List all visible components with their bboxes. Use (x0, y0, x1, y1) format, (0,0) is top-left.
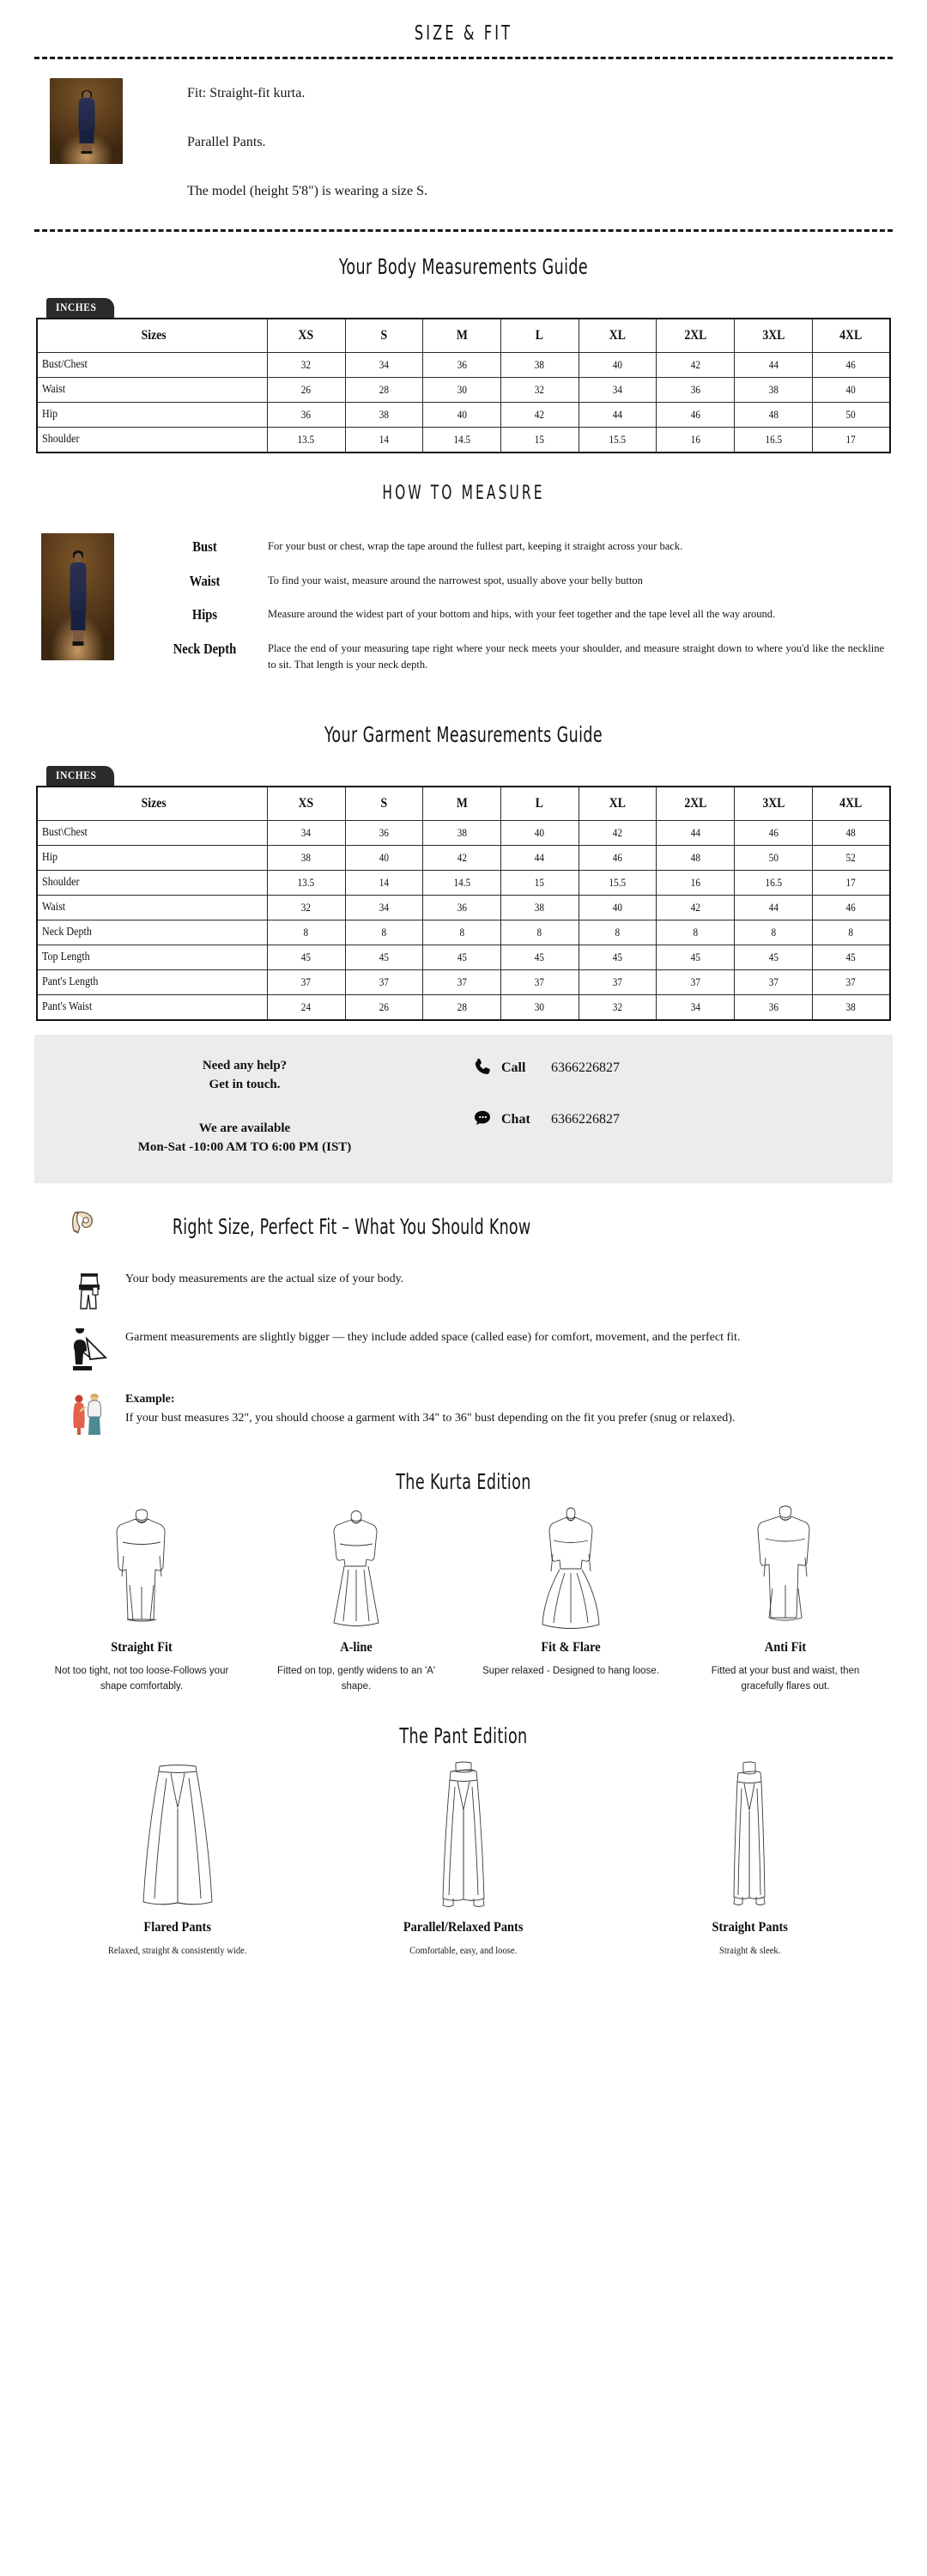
kurta-card-fit-and-flare (464, 1503, 678, 1695)
anti-fit-kurta-illustration (685, 1503, 886, 1631)
pant-title: Straight Pants (712, 1920, 788, 1935)
right-size-heading-row (34, 1183, 893, 1256)
cell: 52 (818, 845, 885, 870)
col-header-sizes: Sizes (53, 319, 251, 353)
cell: 40 (428, 403, 495, 428)
cell: 34 (350, 353, 417, 378)
cell: 40 (506, 820, 573, 845)
col-header-l: L (506, 787, 573, 821)
kurta-edition-grid (34, 1503, 893, 1695)
cell: 46 (662, 403, 729, 428)
table-row (37, 845, 890, 870)
kurta-description: Super relaxed - Designed to hang loose. (482, 1665, 659, 1676)
cell: 37 (350, 969, 417, 994)
table-row (37, 945, 890, 969)
col-header-m: M (428, 787, 495, 821)
body-guide-heading: Your Body Measurements Guide (338, 254, 589, 280)
cell: 42 (428, 845, 495, 870)
cell: 13.5 (273, 428, 340, 453)
measuring-tape-roll-icon (65, 1206, 103, 1248)
availability-line-1: We are available (198, 1121, 291, 1136)
cell: 44 (662, 820, 729, 845)
contact-number: 6366226827 (551, 1060, 620, 1075)
cell: 8 (506, 920, 573, 945)
col-header-s: S (350, 319, 417, 353)
cell: 40 (585, 353, 651, 378)
phone-icon (472, 1057, 494, 1079)
pant-description: Relaxed, straight & consistently wide. (107, 1946, 247, 1957)
cell: 34 (585, 378, 651, 403)
col-header-xs: XS (273, 787, 340, 821)
body-measurements-table-wrap (34, 298, 893, 453)
cell: 8 (662, 920, 729, 945)
cell: 42 (662, 353, 729, 378)
need-help-line-1: Need any help? (202, 1058, 288, 1072)
row-label: Hip (37, 403, 235, 428)
cell: 16 (662, 428, 729, 453)
measure-item-bust (155, 538, 893, 556)
table-row (37, 870, 890, 895)
cell: 38 (506, 895, 573, 920)
measure-term: Bust (192, 538, 217, 556)
tip-text-example (113, 1390, 893, 1429)
cell: 30 (428, 378, 495, 403)
kurta-title: Straight Fit (111, 1639, 173, 1655)
cell: 50 (818, 403, 885, 428)
measure-description: For your bust or chest, wrap the tape around the fullest part, keeping it straight across your back. (268, 540, 683, 553)
table-row (37, 994, 890, 1020)
tip-text: Your body measurements are the actual size of your body. (125, 1272, 404, 1285)
col-header-2xl: 2XL (662, 787, 729, 821)
measure-term: Neck Depth (173, 641, 237, 658)
pant-edition-heading: The Pant Edition (399, 1723, 528, 1749)
table-row (37, 403, 890, 428)
cell: 36 (273, 403, 340, 428)
cell: 14 (350, 870, 417, 895)
table-row (37, 353, 890, 378)
col-header-xl: XL (585, 319, 651, 353)
straight-fit-kurta-illustration (41, 1503, 242, 1631)
cell: 24 (273, 994, 340, 1020)
table-row (37, 895, 890, 920)
col-header-m: M (428, 319, 495, 353)
cell: 32 (273, 353, 340, 378)
cell: 28 (350, 378, 417, 403)
cell: 48 (740, 403, 807, 428)
cell: 48 (662, 845, 729, 870)
cell: 37 (818, 969, 885, 994)
cell: 45 (818, 945, 885, 969)
cell: 36 (428, 353, 495, 378)
cell: 45 (273, 945, 340, 969)
cell: 8 (585, 920, 651, 945)
cell: 26 (350, 994, 417, 1020)
kurta-card-anti-fit (678, 1503, 893, 1695)
kurta-description: Fitted at your bust and waist, then gracefully flares out. (711, 1665, 860, 1692)
cell: 38 (273, 845, 340, 870)
cell: 46 (585, 845, 651, 870)
cell: 8 (740, 920, 807, 945)
cell: 37 (428, 969, 495, 994)
tip-body-measurements (34, 1256, 893, 1315)
how-to-measure-heading: HOW TO MEASURE (382, 483, 545, 505)
contact-number: 6366226827 (551, 1111, 620, 1127)
contact-label: Call (501, 1060, 526, 1075)
body-measurements-table (36, 318, 891, 453)
measure-rows (114, 533, 893, 690)
body-measurements-body (37, 353, 890, 453)
cell: 8 (428, 920, 495, 945)
cell: 45 (506, 945, 573, 969)
pant-edition-grid (34, 1757, 893, 1959)
cell: 37 (585, 969, 651, 994)
cell: 16.5 (740, 428, 807, 453)
tip-garment-ease (34, 1315, 893, 1376)
row-label: Pant's Waist (37, 994, 235, 1020)
row-label: Waist (37, 378, 235, 403)
example-label: Example: (125, 1392, 175, 1406)
row-label: Shoulder (37, 870, 235, 895)
pant-title: Flared Pants (143, 1920, 211, 1935)
kurta-title: A-line (340, 1639, 373, 1655)
cell: 40 (585, 895, 651, 920)
tape-around-waist-icon (65, 1270, 113, 1315)
unit-tab-inches-garment: INCHES (46, 766, 114, 786)
intro-block (34, 59, 893, 222)
row-label: Bust\Chest (37, 820, 235, 845)
col-header-xs: XS (273, 319, 340, 353)
cell: 46 (818, 895, 885, 920)
contact-label: Chat (501, 1111, 530, 1127)
measure-term: Hips (191, 606, 218, 623)
pant-description: Comfortable, easy, and loose. (409, 1946, 518, 1957)
cell: 44 (740, 353, 807, 378)
cell: 36 (662, 378, 729, 403)
cell: 37 (273, 969, 340, 994)
tip-text: Garment measurements are slightly bigger — they include added space (called ease) for comfort, movement, and the perfect fit. (125, 1330, 741, 1344)
cell: 17 (818, 428, 885, 453)
intro-line-fit: Fit: Straight-fit kurta. (187, 86, 306, 100)
cell: 38 (506, 353, 573, 378)
kurta-card-a-line (249, 1503, 464, 1695)
intro-line-model: The model (height 5'8") is wearing a size S. (187, 183, 428, 198)
cell: 8 (350, 920, 417, 945)
model-photo-measure (41, 533, 114, 660)
cell: 16.5 (740, 870, 807, 895)
col-header-4xl: 4XL (818, 787, 885, 821)
kurta-edition-heading: The Kurta Edition (396, 1468, 531, 1494)
kurta-title: Fit & Flare (541, 1639, 601, 1655)
cell: 44 (585, 403, 651, 428)
cell: 40 (350, 845, 417, 870)
cell: 15.5 (585, 870, 651, 895)
row-label: Shoulder (37, 428, 235, 453)
garment-measurements-body (37, 820, 890, 1020)
cell: 32 (506, 378, 573, 403)
col-header-l: L (506, 319, 573, 353)
fit-and-flare-kurta-illustration (470, 1503, 671, 1631)
intro-line-pants: Parallel Pants. (187, 134, 266, 149)
right-size-heading: Right Size, Perfect Fit – What You Should Know (172, 1213, 531, 1239)
example-body: If your bust measures 32", you should choose a garment with 34" to 36" bust depending on the fit you prefer (snug or relaxed). (125, 1412, 736, 1425)
pant-card-flared (34, 1757, 320, 1959)
parallel-relaxed-pants-illustration (327, 1757, 599, 1911)
pant-card-parallel-relaxed (320, 1757, 606, 1959)
table-row (37, 428, 890, 453)
measure-term: Waist (189, 572, 221, 589)
cell: 14 (350, 428, 417, 453)
availability-line-2: Mon-Sat -10:00 AM TO 6:00 PM (IST) (137, 1140, 352, 1155)
cell: 34 (273, 820, 340, 845)
help-contacts (455, 1057, 893, 1157)
cell: 38 (428, 820, 495, 845)
cell: 32 (273, 895, 340, 920)
table-header-row (37, 319, 890, 353)
cell: 44 (740, 895, 807, 920)
cell: 38 (740, 378, 807, 403)
cell: 8 (273, 920, 340, 945)
col-header-2xl: 2XL (662, 319, 729, 353)
cell: 17 (818, 870, 885, 895)
cell: 42 (585, 820, 651, 845)
cell: 45 (350, 945, 417, 969)
need-help-line-2: Get in touch. (209, 1077, 281, 1091)
tip-example (34, 1376, 893, 1440)
cell: 34 (662, 994, 729, 1020)
model-photo-intro (50, 78, 123, 164)
flared-pants-illustration (41, 1757, 313, 1911)
cell: 34 (350, 895, 417, 920)
table-row (37, 378, 890, 403)
unit-tab-inches-body: INCHES (46, 298, 114, 318)
cell: 45 (585, 945, 651, 969)
a-line-kurta-illustration (256, 1503, 457, 1631)
cell: 38 (350, 403, 417, 428)
cell: 8 (818, 920, 885, 945)
row-label: Top Length (37, 945, 235, 969)
cell: 14.5 (428, 870, 495, 895)
garment-measurements-table (36, 786, 891, 1021)
cell: 40 (818, 378, 885, 403)
cell: 45 (740, 945, 807, 969)
cell: 36 (350, 820, 417, 845)
cell: 15.5 (585, 428, 651, 453)
table-header-row (37, 787, 890, 821)
cell: 42 (662, 895, 729, 920)
measure-description: Place the end of your measuring tape right where your neck meets your shoulder, and measure straight down to where you'd like the neckline to sit. That length is your neck depth. (268, 642, 884, 671)
col-header-3xl: 3XL (740, 319, 807, 353)
cell: 37 (506, 969, 573, 994)
cell: 45 (662, 945, 729, 969)
kurta-card-straight-fit (34, 1503, 249, 1695)
row-label: Hip (37, 845, 235, 870)
cell: 42 (506, 403, 573, 428)
pant-title: Parallel/Relaxed Pants (403, 1920, 524, 1935)
col-header-4xl: 4XL (818, 319, 885, 353)
row-label: Waist (37, 895, 235, 920)
cell: 48 (818, 820, 885, 845)
pant-description: Straight & sleek. (718, 1946, 781, 1957)
table-row (37, 969, 890, 994)
kurta-description: Not too tight, not too loose-Follows your shape comfortably. (54, 1665, 229, 1692)
cell: 26 (273, 378, 340, 403)
cell: 36 (740, 994, 807, 1020)
cell: 30 (506, 994, 573, 1020)
contact-chat[interactable] (472, 1109, 893, 1131)
garment-guide-heading: Your Garment Measurements Guide (324, 721, 603, 747)
col-header-3xl: 3XL (740, 787, 807, 821)
intro-text (123, 78, 893, 200)
cell: 16 (662, 870, 729, 895)
cell: 37 (662, 969, 729, 994)
table-row (37, 820, 890, 845)
table-row (37, 920, 890, 945)
page-title: SIZE & FIT (414, 22, 513, 45)
row-label: Pant's Length (37, 969, 235, 994)
col-header-s: S (350, 787, 417, 821)
cell: 13.5 (273, 870, 340, 895)
measure-item-neck-depth (155, 641, 893, 674)
measure-item-hips (155, 606, 893, 623)
contact-call[interactable] (472, 1057, 893, 1079)
cell: 36 (428, 895, 495, 920)
kurta-description: Fitted on top, gently widens to an 'A' shape. (276, 1665, 436, 1692)
cell: 46 (818, 353, 885, 378)
cell: 44 (506, 845, 573, 870)
tailor-cutting-fabric-icon (65, 1328, 113, 1376)
divider-bottom (34, 229, 893, 232)
measure-item-waist (155, 573, 893, 590)
help-text-block (34, 1057, 455, 1157)
cell: 38 (818, 994, 885, 1020)
cell: 32 (585, 994, 651, 1020)
col-header-sizes: Sizes (53, 787, 251, 821)
cell: 50 (740, 845, 807, 870)
cell: 15 (506, 428, 573, 453)
measure-description: To find your waist, measure around the narrowest spot, usually above your belly button (268, 574, 643, 586)
cell: 37 (740, 969, 807, 994)
straight-pants-illustration (614, 1757, 886, 1911)
cell: 28 (428, 994, 495, 1020)
cell: 45 (428, 945, 495, 969)
garment-measurements-table-wrap (34, 766, 893, 1021)
kurta-title: Anti Fit (764, 1639, 807, 1655)
measure-description: Measure around the widest part of your bottom and hips, with your feet together and the tape level all the way around. (268, 608, 776, 621)
help-panel (34, 1035, 893, 1183)
chat-bubble-icon (472, 1109, 494, 1131)
row-label: Neck Depth (37, 920, 235, 945)
dressmaker-with-mannequin-icon (65, 1390, 113, 1440)
cell: 14.5 (428, 428, 495, 453)
how-to-measure-block (34, 530, 893, 699)
row-label: Bust/Chest (37, 353, 235, 378)
cell: 15 (506, 870, 573, 895)
pant-card-straight (607, 1757, 893, 1959)
col-header-xl: XL (585, 787, 651, 821)
cell: 46 (740, 820, 807, 845)
